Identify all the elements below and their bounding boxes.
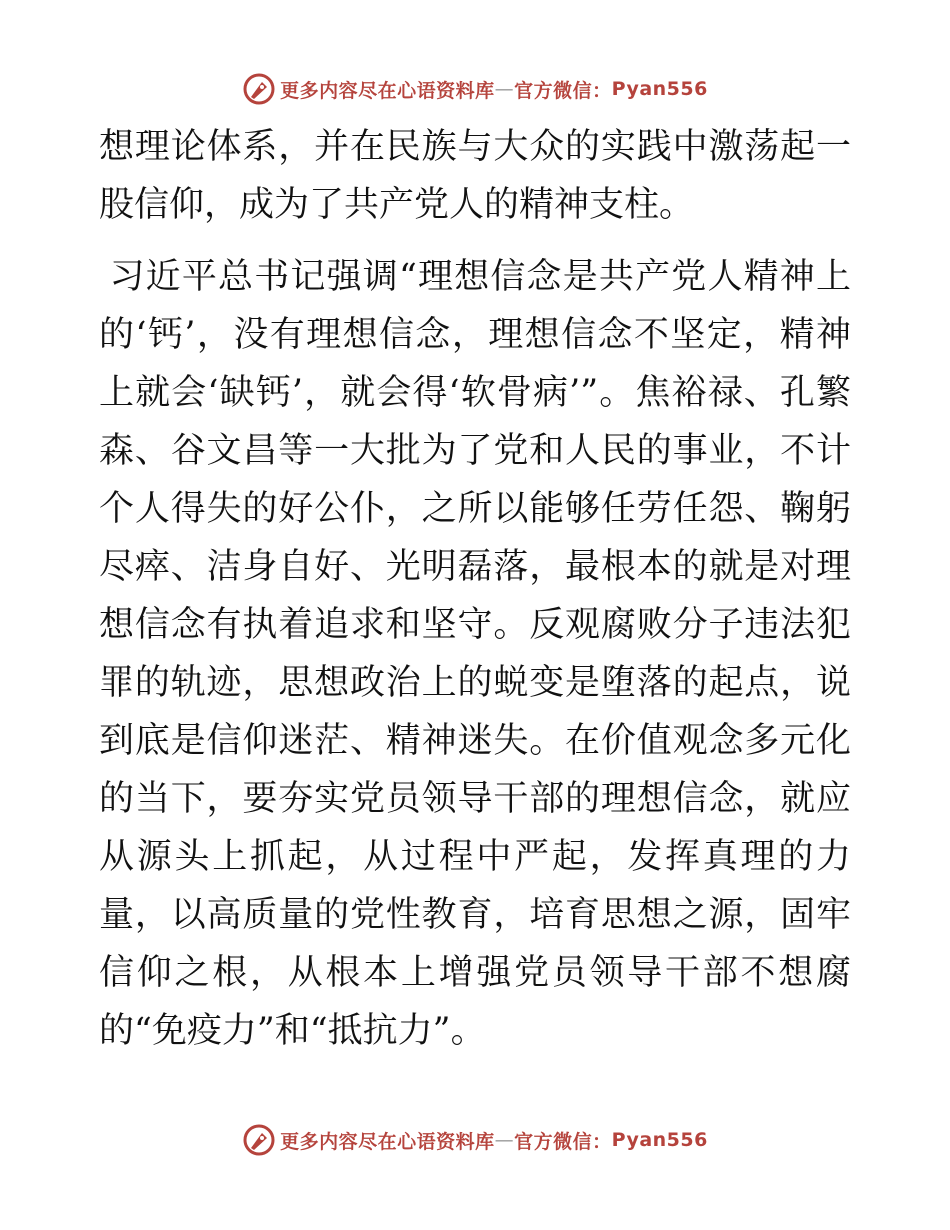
header-watermark	[0, 72, 950, 106]
paragraph-continuation: 想理论体系，并在民族与大众的实践中激荡起一股信仰，成为了共产党人的精神支柱。	[99, 127, 851, 225]
footer-watermark	[0, 1123, 950, 1157]
watermark-dash: —	[494, 1129, 515, 1151]
document-body	[99, 118, 851, 1060]
watermark-wechat-id: Pyan556	[611, 1129, 708, 1151]
watermark-text: 更多内容尽在心语资料库	[280, 79, 495, 102]
pen-nib-logo-icon	[242, 1123, 276, 1157]
watermark-text: 更多内容尽在心语资料库	[280, 1130, 495, 1153]
watermark-dash: —	[494, 78, 515, 100]
watermark-wechat-id: Pyan556	[611, 78, 708, 100]
watermark-wechat-label: 官方微信：	[514, 1130, 612, 1153]
paragraph-main: 习近平总书记强调“理想信念是共产党人精神上的‘钙’，没有理想信念，理想信念不坚定，精神上就会‘缺钙’，就会得‘软骨病’”。焦裕禄、孔繁森、谷文昌等一大批为了党和人民的事业，不计个人得失的好公仆，之所以能够任劳任怨、鞠躬尽瘁、洁身自好、光明磊落，最根本的就是对理想信念有执着追求和坚守。反观腐败分子违法犯罪的轨迹，思想政治上的蜕变是堕落的起点，说到底是信仰迷茫、精神迷失。在价值观念多元化的当下，要夯实党员领导干部的理想信念，就应从源头上抓起，从过程中严起，发挥真理的力量，以高质量的党性教育，培育思想之源，固牢信仰之根，从根本上增强党员领导干部不想腐的“免疫力”和“抵抗力”。	[99, 257, 851, 1051]
pen-nib-logo-icon	[242, 72, 276, 106]
watermark-wechat-label: 官方微信：	[514, 79, 612, 102]
